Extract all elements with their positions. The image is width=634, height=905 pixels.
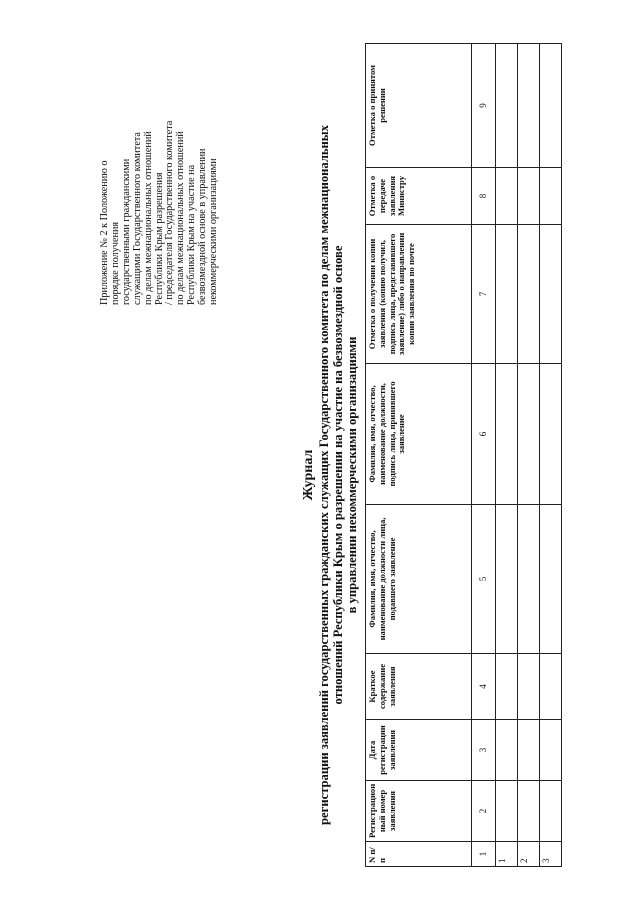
column-number-cell: 4 — [472, 654, 496, 720]
journal-subtitle-line: регистрации заявлений государственных гражданских служащих Государственного комитета по делам межнациональных — [317, 125, 331, 825]
column-number-cell: 5 — [472, 505, 496, 654]
table-row — [518, 44, 540, 867]
journal-subtitle-line: отношений Республики Крым о разрешении на участие на безвозмездной основе — [331, 245, 346, 705]
journal-table — [365, 43, 562, 867]
column-number-row — [472, 44, 496, 867]
column-number-cell: 7 — [472, 225, 496, 364]
appendix-line: по делам межнациональных отношений — [142, 131, 154, 305]
appendix-note — [100, 93, 220, 305]
table-cell — [496, 505, 518, 654]
table-cell — [496, 781, 518, 842]
table-cell — [540, 781, 562, 842]
table-row — [496, 44, 518, 867]
row-number-cell: 2 — [518, 842, 540, 867]
table-cell — [540, 720, 562, 781]
header-cell: Отметка о принятом решении — [366, 44, 472, 168]
header-cell: Отметка о передаче заявления Министру — [366, 168, 472, 225]
table-cell — [496, 168, 518, 225]
table-row — [540, 44, 562, 867]
header-cell: Краткое содержание заявления — [366, 654, 472, 720]
table-cell — [518, 168, 540, 225]
table-cell — [540, 225, 562, 364]
table-cell — [518, 364, 540, 505]
table-cell — [518, 720, 540, 781]
column-number-cell: 2 — [472, 781, 496, 842]
appendix-line: / председателя Государственного комитета — [164, 120, 176, 305]
row-number-cell: 1 — [496, 842, 518, 867]
table-cell — [496, 44, 518, 168]
table-cell — [540, 44, 562, 168]
journal-heading — [300, 95, 360, 855]
table-cell — [496, 654, 518, 720]
table-cell — [518, 225, 540, 364]
appendix-line: порядке получения — [109, 221, 121, 305]
table-cell — [496, 364, 518, 505]
appendix-line: государственными гражданскими — [120, 158, 132, 305]
table-cell — [496, 720, 518, 781]
journal-subtitle-line: в управлении некоммерческими организациями — [345, 336, 360, 614]
appendix-line: некоммерческими организациями — [208, 158, 220, 305]
header-cell: Дата регистрации заявления — [366, 720, 472, 781]
header-row — [366, 44, 472, 867]
table-cell — [540, 654, 562, 720]
table-cell — [540, 364, 562, 505]
table-cell — [518, 654, 540, 720]
journal-title: Журнал — [301, 449, 316, 501]
table-cell — [496, 225, 518, 364]
column-number-cell: 6 — [472, 364, 496, 505]
header-cell: N п/п — [366, 842, 472, 867]
appendix-line: по делам межнациональных отношений — [175, 131, 187, 305]
appendix-line: безвозмездной основе в управлении — [197, 148, 209, 305]
header-cell: Фамилия, имя, отчество, наименование должности лица, подавшего заявление — [366, 505, 472, 654]
table-cell — [540, 168, 562, 225]
column-number-cell: 1 — [472, 842, 496, 867]
header-cell: Фамилия, имя, отчество, наименование должности, подпись лица, принявшего заявление — [366, 364, 472, 505]
table-cell — [518, 44, 540, 168]
appendix-line: служащими Государственного комитета — [131, 132, 143, 305]
table-cell — [518, 781, 540, 842]
appendix-line: Республики Крым разрешения — [153, 172, 165, 305]
table-cell — [518, 505, 540, 654]
header-cell: Отметка о получении копии заявления (копию получил, подпись лица, представившего заявление) либо о направлении копии заявления по почте — [366, 225, 472, 364]
table-cell — [540, 505, 562, 654]
header-cell: Регистрацион ный номер заявления — [366, 781, 472, 842]
column-number-cell: 8 — [472, 168, 496, 225]
column-number-cell: 9 — [472, 44, 496, 168]
column-number-cell: 3 — [472, 720, 496, 781]
appendix-line: Приложение № 2 к Положению о — [99, 160, 110, 305]
appendix-line: Республики Крым на участие на — [186, 164, 198, 305]
row-number-cell: 3 — [540, 842, 562, 867]
